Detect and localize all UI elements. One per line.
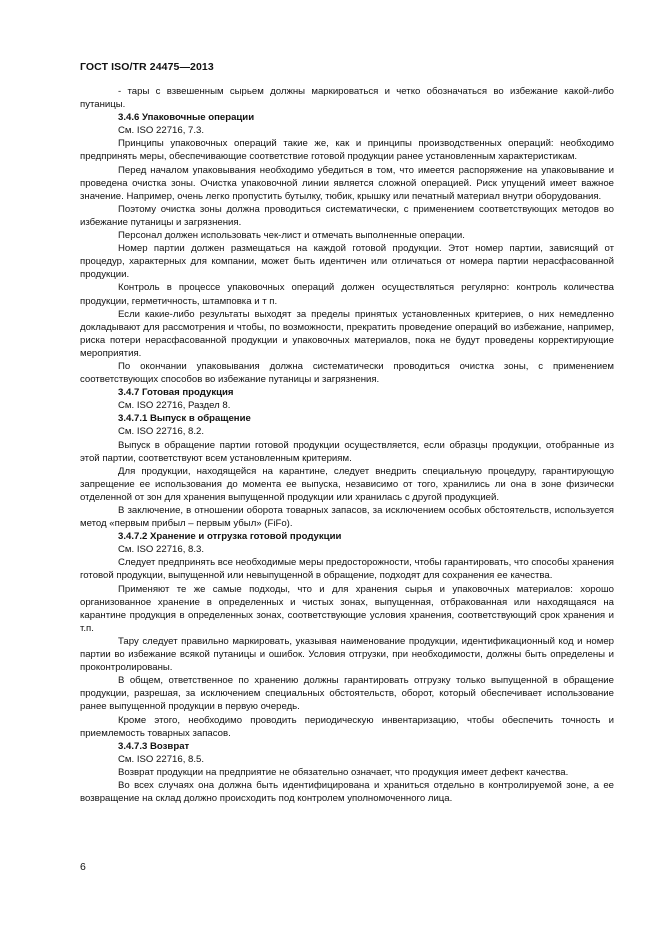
paragraph: Контроль в процессе упаковочных операций должен осуществляться регулярно: контроль количества продукции, герметичность, штамповка и т п.: [80, 282, 614, 307]
paragraph: Если какие-либо результаты выходят за пределы принятых установленных критериев, о них немедленно докладывают для рассмотрения и чтобы, по возможности, прекратить проведение операций во избежание, например, риска потери нерасфасованной продукции и упаковочных материалов, пока не будут проведены корректирующие мероприятия.: [80, 308, 614, 359]
paragraph: Тару следует правильно маркировать, указывая наименование продукции, идентификационный код и номер партии во избежание всякой путаницы и ошибок. Условия отгрузки, при необходимости, должны быть определены и проконтролированы.: [80, 635, 614, 674]
paragraph: В общем, ответственное по хранению должны гарантировать отгрузку только выпущенной в обращение продукции, разрешая, за исключением специальных обстоятельств, оборот, который обеспечивает использование ранее выпущенной продукции в первую очередь.: [80, 675, 614, 713]
paragraph: Кроме этого, необходимо проводить периодическую инвентаризацию, чтобы обеспечить точность и приемлемость товарных запасов.: [80, 714, 614, 739]
paragraph: Выпуск в обращение партии готовой продукции осуществляется, если образцы продукции, отобранные из этой партии, соответствуют всем установленным критериям.: [80, 439, 614, 464]
section-heading: 3.4.7 Готовая продукция: [118, 387, 234, 399]
section-heading: 3.4.7.1 Выпуск в обращение: [118, 413, 251, 425]
paragraph: Перед началом упаковывания необходимо убедиться в том, что имеется распоряжение на упаковывание и проведена очистка зоны. Очистка упаковочной линии является сложной операцией. Риск упущений имеет важное значение. Например, очень легко пропустить бутылку, тюбик, крышку или печатный материал внутри оборудования.: [80, 164, 614, 202]
paragraph: Поэтому очистка зоны должна проводиться систематически, с применением соответствующих методов во избежание путаницы и загрязнения.: [80, 203, 614, 228]
paragraph: Во всех случаях она должна быть идентифицирована и храниться отдельно в контролируемой зоне, а ее возвращение на склад должно происходить под контролем уполномоченного лица.: [80, 779, 614, 805]
paragraph: Номер партии должен размещаться на каждой готовой продукции. Этот номер партии, зависящий от процедур, характерных для компании, может быть идентичен или отличаться от номера партии нерасфасованной продукции.: [80, 243, 614, 281]
reference: См. ISO 22716, Раздел 8.: [118, 400, 231, 412]
reference: См. ISO 22716, 8.5.: [118, 753, 205, 765]
section-heading: 3.4.6 Упаковочные операции: [118, 112, 255, 124]
paragraph: Возврат продукции на предприятие не обязательно означает, что продукция имеет дефект качества.: [118, 766, 569, 778]
reference: См. ISO 22716, 8.3.: [118, 544, 205, 556]
paragraph: В заключение, в отношении оборота товарных запасов, за исключением особых обстоятельств, используется метод «первым прибыл – первым убыл» (FiFo).: [80, 505, 614, 530]
page-number: 6: [80, 861, 86, 873]
reference: См. ISO 22716, 8.2.: [118, 426, 205, 438]
section-heading: 3.4.7.3 Возврат: [118, 740, 190, 752]
document-body: [80, 85, 614, 805]
document-header: ГОСТ ISO/TR 24475—2013: [80, 61, 214, 73]
paragraph: Применяют те же самые подходы, что и для хранения сырья и упаковочных материалов: хорошо организованное хранение в определенных и чистых зонах, выпущенная, отбракованная или находящаяся на карантине продукция в определенных зонах, соответствующие условия хранения, соответствующий срок хранения и т.п.: [80, 583, 614, 634]
section-heading: 3.4.7.2 Хранение и отгрузка готовой продукции: [118, 531, 342, 543]
paragraph: Персонал должен использовать чек-лист и отмечать выполненные операции.: [118, 230, 465, 242]
paragraph: - тары с взвешенным сырьем должны маркироваться и четко обозначаться во избежание какой-либо путаницы.: [80, 86, 614, 111]
paragraph: По окончании упаковывания должна систематически проводиться очистка зоны, с применением соответствующих способов во избежание путаницы и загрязнения.: [80, 360, 614, 386]
paragraph: Принципы упаковочных операций такие же, как и принципы производственных операций: необходимо предпринять меры, обеспечивающие соответствие готовой продукции ранее установленным характеристикам.: [80, 138, 614, 163]
reference: См. ISO 22716, 7.3.: [118, 125, 205, 137]
paragraph: Для продукции, находящейся на карантине, следует внедрить специальную процедуру, гарантирующую запрещение ее использования до момента ее выпуска, независимо от того, хранились ли она в зоне физически отделенной от зон для хранения выпущенной продукции или хранилась с другой продукцией.: [80, 465, 614, 503]
paragraph: Следует предпринять все необходимые меры предосторожности, чтобы гарантировать, что способы хранения готовой продукции, выпущенной или невыпущенной в обращение, подходят для сохранения ее качества.: [80, 557, 614, 582]
